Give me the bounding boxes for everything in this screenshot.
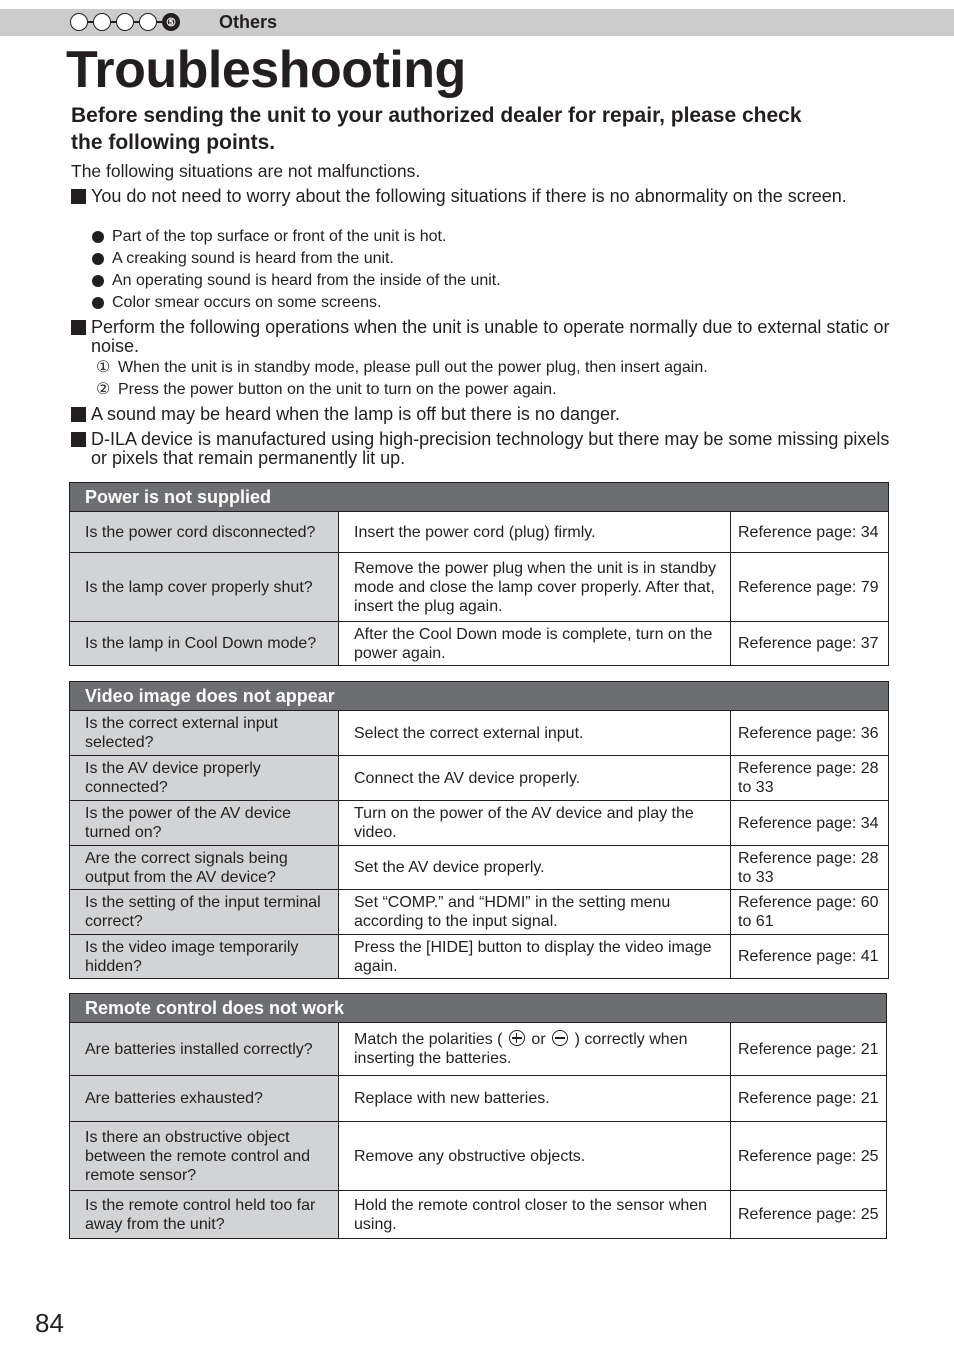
table-video-not-appear bbox=[69, 681, 889, 979]
numbered-step bbox=[96, 380, 557, 400]
reference-cell: Reference page: 37 bbox=[731, 622, 889, 666]
question-cell: Is the power of the AV device turned on? bbox=[70, 801, 339, 846]
step-number: ① bbox=[96, 359, 111, 376]
list-item-text: Color smear occurs on some screens. bbox=[112, 294, 382, 311]
action-cell: Replace with new batteries. bbox=[339, 1076, 731, 1122]
action-cell: Insert the power cord (plug) firmly. bbox=[339, 512, 731, 553]
reference-cell: Reference page: 25 bbox=[731, 1191, 887, 1239]
step-text: Press the power button on the unit to turn on the power again. bbox=[118, 381, 557, 398]
square-bullet-icon bbox=[71, 407, 86, 422]
question-cell: Is the remote control held too far away from the unit? bbox=[70, 1191, 339, 1239]
table-row bbox=[70, 890, 889, 935]
step-2-icon bbox=[93, 13, 111, 31]
round-bullet-icon bbox=[92, 253, 104, 265]
step-5-icon: ⑤ bbox=[162, 13, 180, 31]
action-text: Match the polarities ( bbox=[354, 1031, 503, 1048]
table-row bbox=[70, 1122, 887, 1191]
note-text: D-ILA device is manufactured using high-precision technology but there may be some missing pixels or pixels that remain permanently lit up. bbox=[91, 429, 890, 468]
table-row bbox=[70, 1076, 887, 1122]
intro-subtext: The following situations are not malfunctions. bbox=[71, 161, 421, 181]
note-text: Perform the following operations when the unit is unable to operate normally due to external static or noise. bbox=[91, 317, 890, 356]
page-number: 84 bbox=[35, 1308, 64, 1338]
intro-heading: Before sending the unit to your authorized dealer for repair, please check the following points. bbox=[71, 104, 802, 154]
reference-cell: Reference page: 25 bbox=[731, 1122, 887, 1191]
note-text: You do not need to worry about the following situations if there is no abnormality on the screen. bbox=[91, 186, 847, 206]
table-title: Power is not supplied bbox=[70, 483, 889, 512]
minus-polarity-icon bbox=[552, 1030, 568, 1046]
note-no-worry bbox=[71, 187, 891, 206]
table-row bbox=[70, 756, 889, 801]
table-title: Remote control does not work bbox=[70, 994, 887, 1023]
action-cell: Set the AV device properly. bbox=[339, 846, 731, 890]
table-row bbox=[70, 1023, 887, 1076]
plus-polarity-icon bbox=[509, 1030, 525, 1046]
question-cell: Is the lamp cover properly shut? bbox=[70, 553, 339, 622]
list-item-text: A creaking sound is heard from the unit. bbox=[112, 250, 394, 267]
table-row bbox=[70, 622, 889, 666]
step-text: When the unit is in standby mode, please pull out the power plug, then insert again. bbox=[118, 359, 708, 376]
note-text: A sound may be heard when the lamp is off but there is no danger. bbox=[91, 404, 621, 424]
action-cell: Hold the remote control closer to the sensor when using. bbox=[339, 1191, 731, 1239]
table-power-not-supplied bbox=[69, 482, 889, 666]
list-item-text: An operating sound is heard from the inside of the unit. bbox=[112, 272, 501, 289]
table-row bbox=[70, 801, 889, 846]
question-cell: Is the video image temporarily hidden? bbox=[70, 935, 339, 979]
list-item bbox=[92, 249, 394, 269]
action-cell: Remove the power plug when the unit is in standby mode and close the lamp cover properly. After that, insert the plug again. bbox=[339, 553, 731, 622]
round-bullet-icon bbox=[92, 231, 104, 243]
question-cell: Is the lamp in Cool Down mode? bbox=[70, 622, 339, 666]
action-cell: Connect the AV device properly. bbox=[339, 756, 731, 801]
reference-cell: Reference page: 79 bbox=[731, 553, 889, 622]
table-row bbox=[70, 846, 889, 890]
square-bullet-icon bbox=[71, 432, 86, 447]
action-cell: Select the correct external input. bbox=[339, 711, 731, 756]
numbered-step bbox=[96, 358, 708, 378]
square-bullet-icon bbox=[71, 320, 86, 335]
reference-cell: Reference page: 21 bbox=[731, 1076, 887, 1122]
note-dila-pixels bbox=[71, 430, 891, 468]
step-4-icon bbox=[139, 13, 157, 31]
table-row bbox=[70, 711, 889, 756]
action-cell: Press the [HIDE] button to display the video image again. bbox=[339, 935, 731, 979]
list-item bbox=[92, 227, 446, 247]
action-cell: Remove any obstructive objects. bbox=[339, 1122, 731, 1191]
step-number: ② bbox=[96, 381, 111, 398]
reference-cell: Reference page: 36 bbox=[731, 711, 889, 756]
chapter-step-indicator bbox=[70, 13, 180, 31]
table-row bbox=[70, 935, 889, 979]
table-row bbox=[70, 512, 889, 553]
page-title: Troubleshooting bbox=[66, 41, 466, 99]
question-cell: Is the correct external input selected? bbox=[70, 711, 339, 756]
step-1-icon bbox=[70, 13, 88, 31]
reference-cell: Reference page: 60 to 61 bbox=[731, 890, 889, 935]
action-text: or bbox=[531, 1031, 546, 1048]
table-row bbox=[70, 553, 889, 622]
reference-cell: Reference page: 34 bbox=[731, 801, 889, 846]
table-title: Video image does not appear bbox=[70, 682, 889, 711]
list-item bbox=[92, 271, 501, 291]
action-cell: Set “COMP.” and “HDMI” in the setting menu according to the input signal. bbox=[339, 890, 731, 935]
section-label: Others bbox=[219, 12, 278, 32]
round-bullet-icon bbox=[92, 297, 104, 309]
action-cell bbox=[339, 1023, 731, 1076]
question-cell: Are batteries exhausted? bbox=[70, 1076, 339, 1122]
reference-cell: Reference page: 28 to 33 bbox=[731, 756, 889, 801]
action-cell: Turn on the power of the AV device and play the video. bbox=[339, 801, 731, 846]
action-cell: After the Cool Down mode is complete, turn on the power again. bbox=[339, 622, 731, 666]
reference-cell: Reference page: 28 to 33 bbox=[731, 846, 889, 890]
table-row bbox=[70, 1191, 887, 1239]
question-cell: Is the power cord disconnected? bbox=[70, 512, 339, 553]
question-cell: Are the correct signals being output from the AV device? bbox=[70, 846, 339, 890]
step-3-icon bbox=[116, 13, 134, 31]
question-cell: Is the setting of the input terminal correct? bbox=[70, 890, 339, 935]
square-bullet-icon bbox=[71, 189, 86, 204]
reference-cell: Reference page: 34 bbox=[731, 512, 889, 553]
note-static-noise bbox=[71, 318, 891, 356]
list-item-text: Part of the top surface or front of the unit is hot. bbox=[112, 228, 447, 245]
table-remote-not-work bbox=[69, 993, 887, 1239]
reference-cell: Reference page: 41 bbox=[731, 935, 889, 979]
question-cell: Are batteries installed correctly? bbox=[70, 1023, 339, 1076]
question-cell: Is the AV device properly connected? bbox=[70, 756, 339, 801]
question-cell: Is there an obstructive object between the remote control and remote sensor? bbox=[70, 1122, 339, 1191]
note-lamp-sound bbox=[71, 405, 891, 424]
reference-cell: Reference page: 21 bbox=[731, 1023, 887, 1076]
action-text: ) correctly when inserting the batteries. bbox=[354, 1031, 688, 1067]
list-item bbox=[92, 293, 381, 313]
round-bullet-icon bbox=[92, 275, 104, 287]
